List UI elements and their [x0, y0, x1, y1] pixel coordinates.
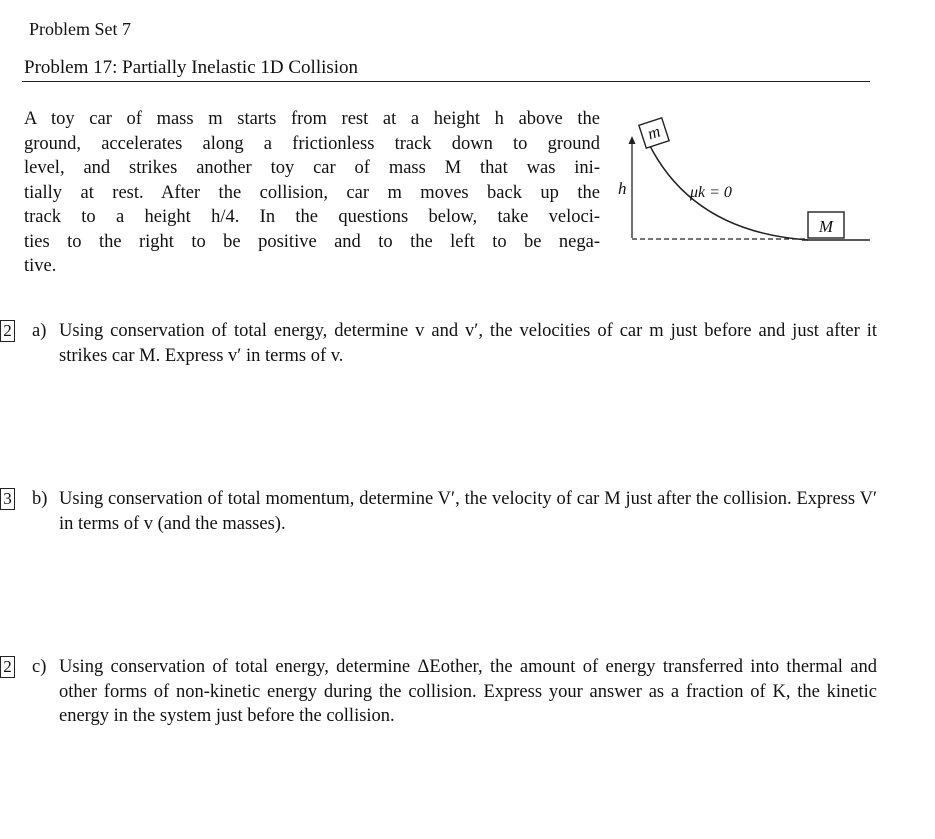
- question-letter: b): [32, 489, 48, 509]
- intro-line: level, and strikes another toy car of mass M that was ini-: [24, 158, 600, 178]
- track-diagram: [612, 112, 874, 252]
- height-arrow-head: [629, 136, 636, 144]
- question-text: Using conservation of total momentum, determine V′, the velocity of car M just after the collision. Express V′ in terms of v (and the masses).: [59, 489, 877, 534]
- question-text: Using conservation of total energy, determine ΔEother, the amount of energy transferred into thermal and other forms of non-kinetic energy during the collision. Express your answer as a fraction of K, the kinetic energy in the system just before the collision.: [59, 657, 877, 726]
- question-c: [32, 655, 877, 729]
- points-box: 3: [0, 488, 15, 510]
- height-label: h: [618, 179, 627, 198]
- friction-label: μk = 0: [690, 184, 732, 201]
- question-letter: a): [32, 321, 47, 341]
- intro-line: tive.: [24, 256, 57, 276]
- problem-intro: [24, 107, 600, 279]
- car-M-label: M: [818, 217, 834, 236]
- intro-line: tially at rest. After the collision, car m moves back up the: [24, 182, 600, 203]
- points-box: 2: [0, 656, 15, 678]
- intro-line: ground, accelerates along a frictionless track down to ground: [24, 133, 600, 154]
- title-divider: [22, 81, 870, 82]
- car-m-label: m: [645, 121, 663, 144]
- intro-line: A toy car of mass m starts from rest at a height h above the: [24, 109, 600, 129]
- car-m: [639, 118, 669, 148]
- points-box: 2: [0, 320, 15, 342]
- question-text: Using conservation of total energy, determine v and v′, the velocities of car m just before and just after it strikes car M. Express v′ in terms of v.: [59, 321, 877, 366]
- question-a: [32, 319, 877, 368]
- intro-line: ties to the right to be positive and to the left to be nega-: [24, 231, 600, 252]
- question-letter: c): [32, 657, 47, 677]
- problem-title: Problem 17: Partially Inelastic 1D Collision: [24, 57, 359, 78]
- question-b: [32, 487, 877, 536]
- intro-line: track to a height h/4. In the questions below, take veloci-: [24, 207, 600, 227]
- problem-set-title: Problem Set 7: [29, 19, 131, 39]
